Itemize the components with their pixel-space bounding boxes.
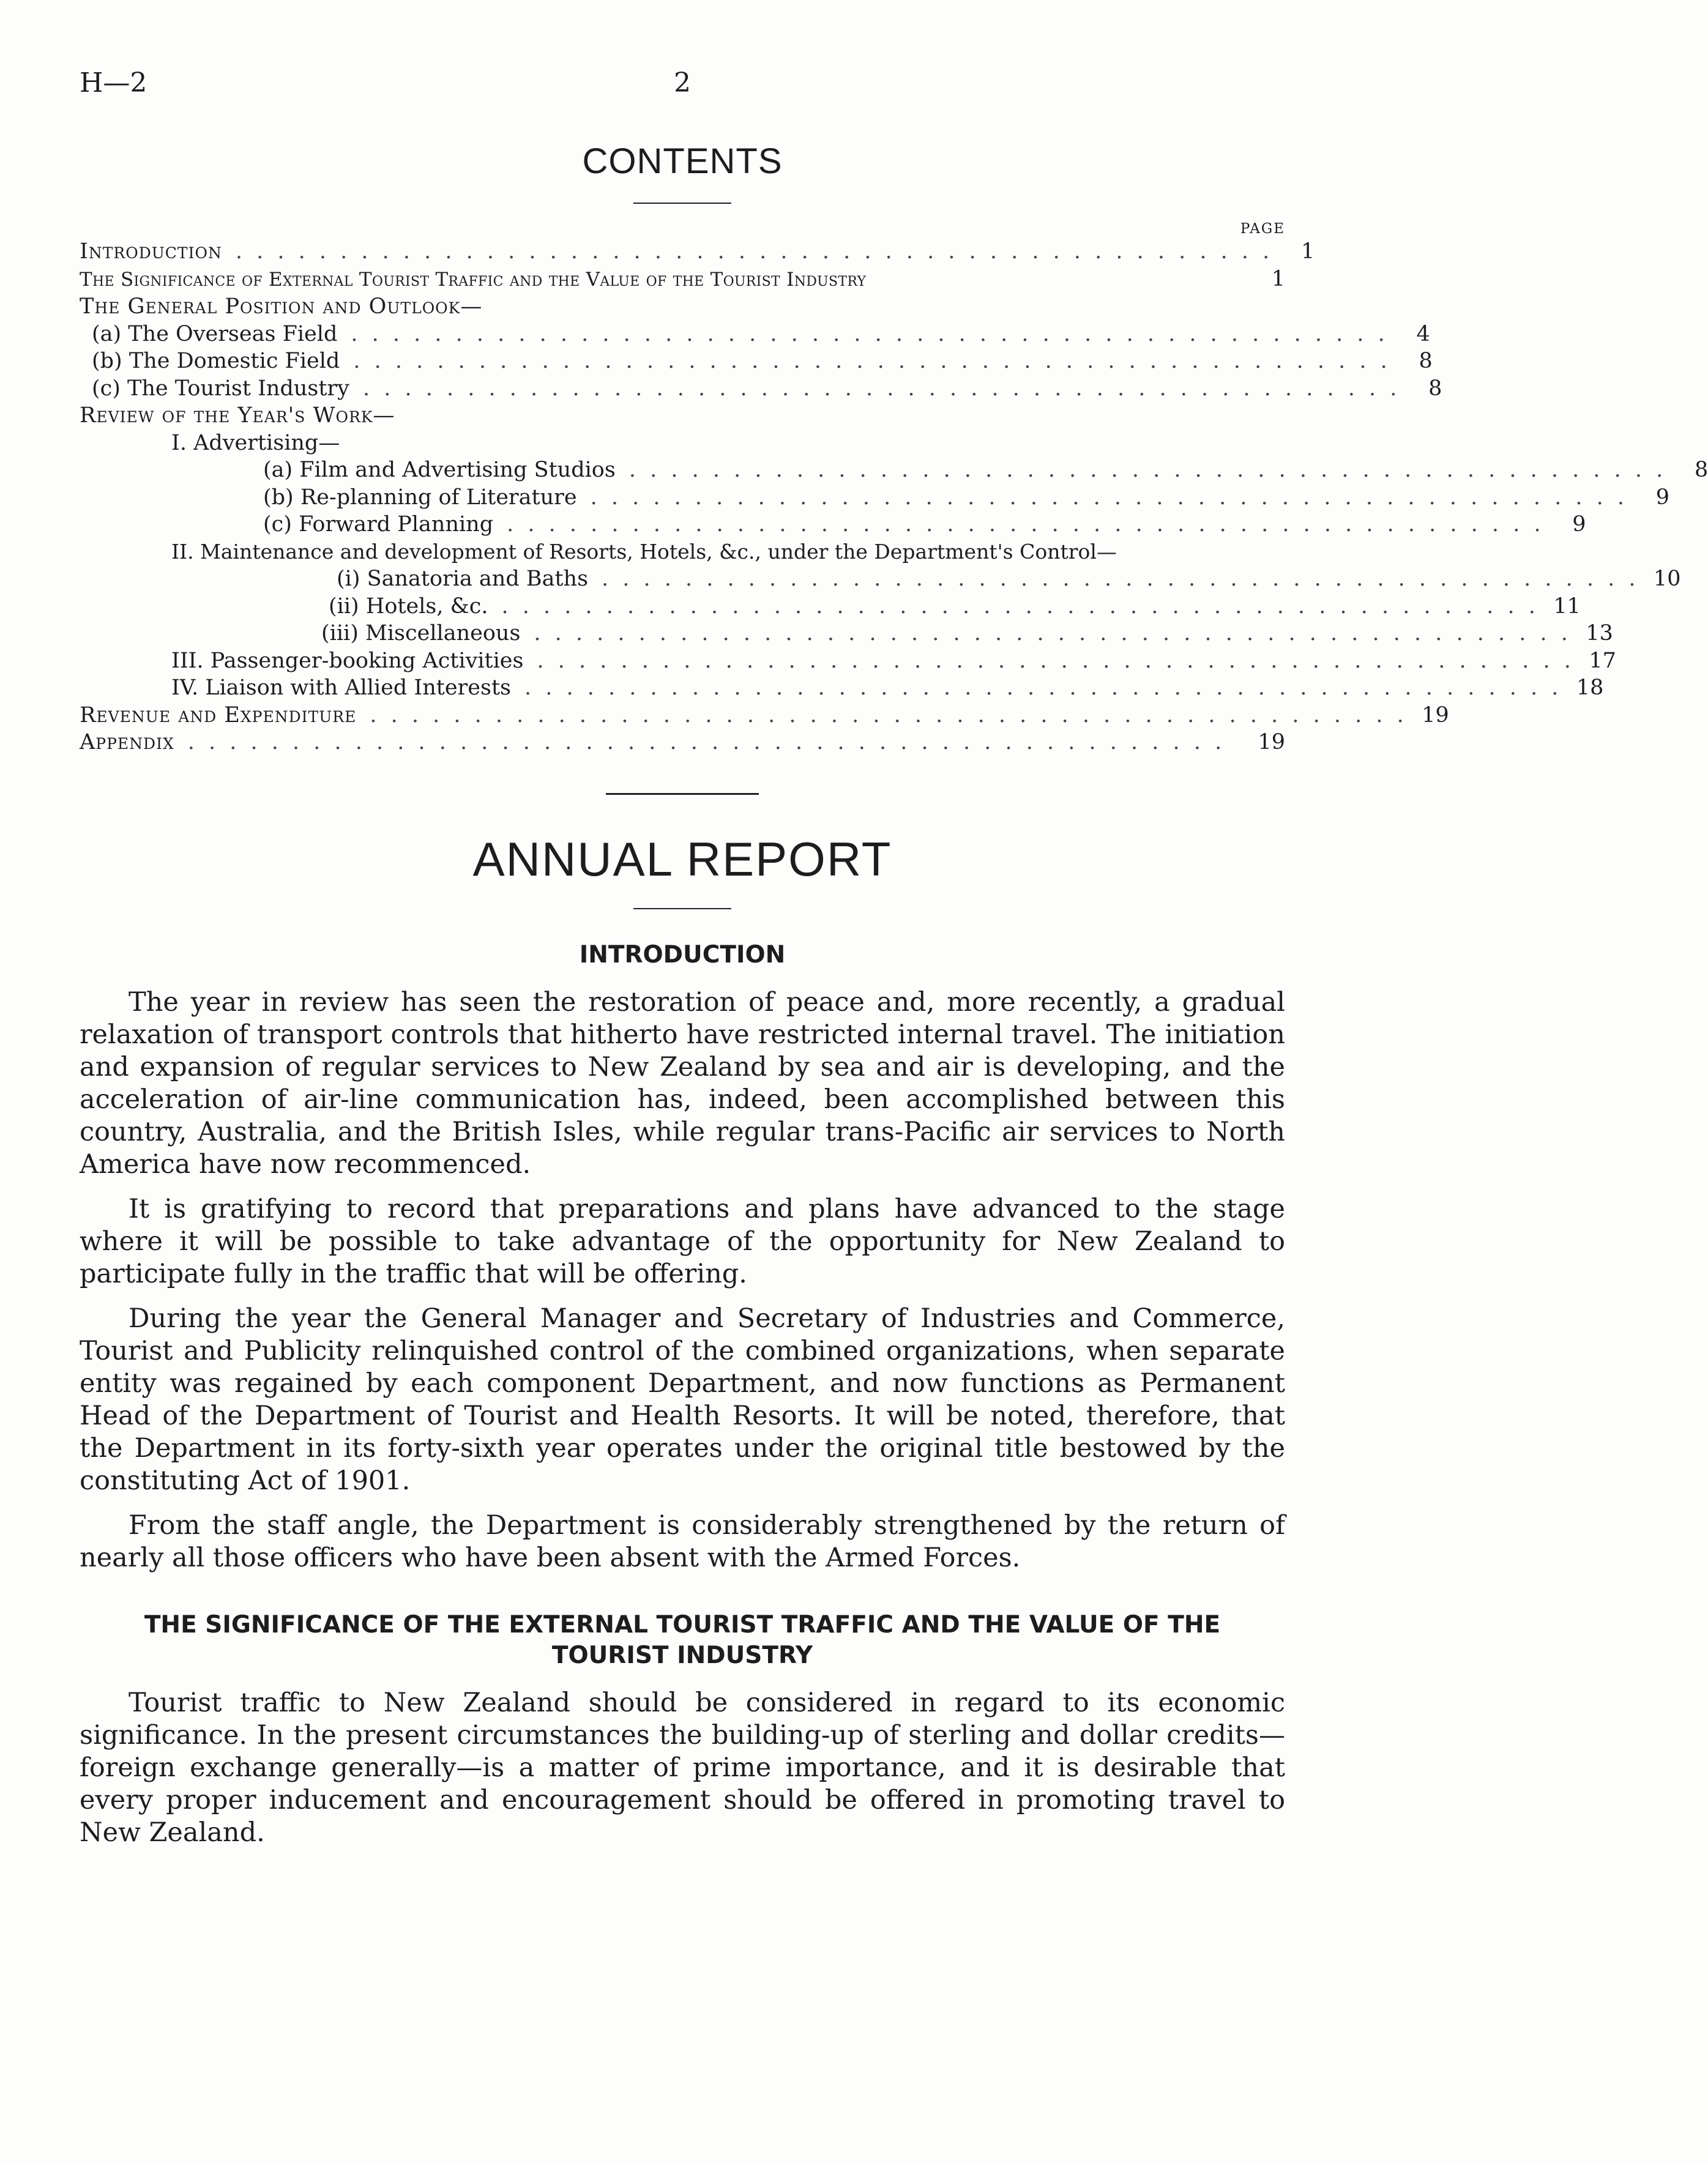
toc-entry-page: 9 — [1572, 512, 1586, 537]
contents-title: CONTENTS — [582, 141, 783, 181]
toc-entry-label: (ii) Hotels, &c. — [329, 594, 488, 619]
toc-entry-label: III. Passenger-booking Activities — [171, 648, 524, 673]
toc-entry-label: I. Advertising— — [171, 430, 340, 455]
paragraph: Tourist traffic to New Zealand should be considered in regard to its economic significance. In the present circumstances the building-up of sterling and dollar credits—foreign exchange generally—is a matter of prime importance, and it is desirable that every proper inducement and encouragement should be offered in promoting travel to New Zealand. — [80, 1687, 1285, 1848]
toc-entry-label: (b) Re-planning of Literature — [263, 485, 577, 510]
toc-entry-page: 19 — [1422, 702, 1449, 728]
paragraph: The year in review has seen the restoration of peace and, more recently, a gradual relaxation of transport controls that hitherto have restricted internal travel. The initiation and expansion of regular services to New Zealand by sea and air is developing, and the acceleration of air-line communication has, indeed, been accomplished between this country, Australia, and the British Isles, while regular trans-Pacific air services to North America have now recommenced. — [80, 986, 1285, 1180]
toc-entry-label: Revenue and Expenditure — [80, 702, 357, 728]
toc-entry: Revenue and Expenditure . . . . . . . . . . . . . . . . . . . . . . . . . . . . . . . . . . . . . . . . . . . . . . . . . . 19 — [80, 702, 1285, 729]
toc-entry: (b) The Domestic Field . . . . . . . . . . . . . . . . . . . . . . . . . . . . . . . . . . . . . . . . . . . . . . . . . . 8 — [80, 348, 1285, 375]
toc-entry-label: (b) The Domestic Field — [92, 349, 340, 373]
report-title: ANNUAL REPORT — [472, 832, 892, 886]
toc-entry-label: Appendix — [80, 730, 174, 754]
toc-entry-page: 17 — [1589, 648, 1616, 673]
toc-entry — [80, 266, 1285, 294]
toc-entry-page: 13 — [1586, 621, 1613, 646]
running-head — [80, 67, 1285, 110]
toc-entry: (i) Sanatoria and Baths . . . . . . . . . . . . . . . . . . . . . . . . . . . . . . . . . . . . . . . . . . . . . . . . . . 10 — [80, 565, 1285, 593]
paragraph: During the year the General Manager and Secretary of Industries and Commerce, Tourist and Publicity relinquished control of the combined organizations, when separate entity was regained by each component Department, and now functions as Permanent Head of the Department of Tourist and Health Resorts. It will be noted, therefore, that the Department in its forty-sixth year operates under the original title bestowed by the constituting Act of 1901. — [80, 1303, 1285, 1496]
toc-page-column-label: PAGE — [1240, 221, 1285, 237]
paragraph: From the staff angle, the Department is considerably strengthened by the return of nearly all those officers who have been absent with the Armed Forces. — [80, 1510, 1285, 1573]
toc-entry-page: 4 — [1416, 321, 1430, 346]
toc-entry: (c) The Tourist Industry . . . . . . . . . . . . . . . . . . . . . . . . . . . . . . . . . . . . . . . . . . . . . . . . . . 8 — [80, 375, 1285, 403]
significance-heading: THE SIGNIFICANCE OF THE EXTERNAL TOURIST TRAFFIC AND THE VALUE OF THE TOURIST INDUSTRY — [144, 1610, 1221, 1669]
toc-entry-label: (c) The Tourist Industry — [92, 376, 349, 401]
divider — [633, 203, 731, 204]
toc-entry-label: Introduction — [80, 239, 222, 264]
toc-entry-label: Review of the Year's Work— — [80, 403, 395, 428]
toc-entry-page: 18 — [1576, 676, 1604, 700]
table-of-contents — [80, 220, 1708, 756]
toc-entry: IV. Liaison with Allied Interests . . . . . . . . . . . . . . . . . . . . . . . . . . . . . . . . . . . . . . . . . . . . . . . . . . 18 — [80, 674, 1285, 702]
page-reference: H—2 — [80, 67, 147, 99]
toc-entry-page: 10 — [1653, 567, 1681, 591]
toc-entry-label: The General Position and Outlook— — [80, 294, 483, 319]
toc-entry-label: The Significance of External Tourist Traffic and the Value of the Tourist Industry — [80, 268, 867, 291]
toc-entry — [80, 430, 1285, 457]
toc-entry-label: IV. Liaison with Allied Interests — [171, 676, 511, 700]
toc-entry-page: 8 — [1419, 349, 1433, 373]
toc-entry-page: 8 — [1694, 458, 1708, 482]
toc-entry-label: (c) Forward Planning — [263, 512, 494, 537]
divider — [633, 908, 731, 909]
toc-entry-page: 11 — [1553, 594, 1581, 619]
divider — [606, 793, 759, 795]
toc-entry-label: (iii) Miscellaneous — [321, 621, 521, 646]
paragraph: It is gratifying to record that preparations and plans have advanced to the stage where it will be possible to take advantage of the opportunity for New Zealand to participate fully in the traffic that will be offering. — [80, 1193, 1285, 1289]
toc-entry — [80, 293, 1285, 321]
toc-entry: (a) Film and Advertising Studios . . . . . . . . . . . . . . . . . . . . . . . . . . . . . . . . . . . . . . . . . . . . . . . . . . 8 — [80, 456, 1285, 484]
toc-entry: (ii) Hotels, &c. . . . . . . . . . . . . . . . . . . . . . . . . . . . . . . . . . . . . . . . . . . . . . . . . . . 11 — [80, 593, 1285, 620]
introduction-heading: INTRODUCTION — [579, 940, 786, 969]
toc-entry-label: (a) Film and Advertising Studios — [263, 458, 616, 482]
toc-entry: Introduction . . . . . . . . . . . . . . . . . . . . . . . . . . . . . . . . . . . . . . . . . . . . . . . . . . 1 — [80, 238, 1285, 266]
toc-entry: III. Passenger-booking Activities . . . . . . . . . . . . . . . . . . . . . . . . . . . . . . . . . . . . . . . . . . . . . . . . . . 17 — [80, 647, 1285, 675]
toc-entry-label: (i) Sanatoria and Baths — [337, 567, 589, 591]
significance-body — [80, 1687, 1285, 1849]
toc-entry — [80, 402, 1285, 430]
toc-entry-page: 1 — [1271, 266, 1285, 291]
toc-entry-page: 9 — [1655, 485, 1669, 510]
toc-entry-page: 1 — [1301, 239, 1315, 264]
toc-entry — [80, 538, 1285, 566]
toc-entry: (a) The Overseas Field . . . . . . . . . . . . . . . . . . . . . . . . . . . . . . . . . . . . . . . . . . . . . . . . . . 4 — [80, 321, 1285, 348]
toc-entry-label: II. Maintenance and development of Resorts, Hotels, &c., under the Department's Control— — [171, 539, 1117, 564]
toc-entry: Appendix . . . . . . . . . . . . . . . . . . . . . . . . . . . . . . . . . . . . . . . . . . . . . . . . . . 19 — [80, 729, 1285, 756]
page-number: 2 — [674, 67, 691, 99]
toc-entry-page: 19 — [1258, 730, 1285, 754]
toc-entry: (b) Re-planning of Literature . . . . . . . . . . . . . . . . . . . . . . . . . . . . . . . . . . . . . . . . . . . . . . . . . . 9 — [80, 484, 1285, 512]
introduction-body — [80, 986, 1285, 1574]
document-page — [80, 67, 1708, 1861]
toc-entry: (iii) Miscellaneous . . . . . . . . . . . . . . . . . . . . . . . . . . . . . . . . . . . . . . . . . . . . . . . . . . 13 — [80, 620, 1285, 647]
toc-entry-label: (a) The Overseas Field — [92, 321, 338, 346]
toc-entry-page: 8 — [1428, 376, 1442, 401]
toc-entry: (c) Forward Planning . . . . . . . . . . . . . . . . . . . . . . . . . . . . . . . . . . . . . . . . . . . . . . . . . . 9 — [80, 511, 1285, 538]
